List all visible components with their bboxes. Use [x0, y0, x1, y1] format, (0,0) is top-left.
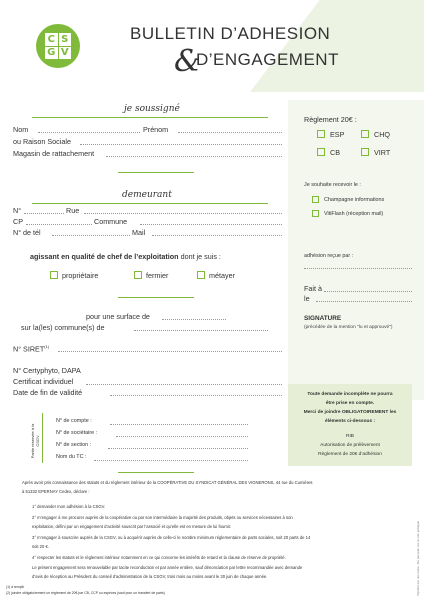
label-surface: pour une surface de — [86, 312, 150, 321]
checkbox-virt[interactable] — [361, 148, 369, 156]
checkbox-chq[interactable] — [361, 130, 369, 138]
label-champagne-informations: Champagne informations — [324, 197, 385, 203]
sidebox-line: Autorisation de prélèvement — [320, 443, 380, 448]
divider — [118, 472, 194, 473]
input-commune[interactable] — [140, 224, 282, 225]
input-prenom[interactable] — [178, 132, 282, 133]
label-date-validite: Date de fin de validité — [13, 388, 83, 397]
cooperative-section-divider — [42, 413, 43, 463]
label-chq: CHQ — [374, 130, 390, 139]
label-numero: N° — [13, 206, 22, 215]
sidebox-line: éléments ci-dessous : — [324, 419, 376, 424]
input-raison-sociale[interactable] — [80, 144, 282, 145]
checkbox-fermier[interactable] — [134, 271, 142, 279]
checkbox-proprietaire[interactable] — [50, 271, 58, 279]
adhesion-recue-label: adhésion reçue par : — [304, 253, 354, 259]
page-title-line1: BULLETIN D’ADHESION — [130, 24, 331, 43]
label-certyphyto: N° Certyphyto, DAPA — [13, 366, 81, 375]
label-le: le — [304, 294, 310, 303]
label-metayer: métayer — [209, 271, 235, 280]
label-cb: CB — [330, 148, 340, 157]
input-le[interactable] — [316, 301, 412, 302]
label-raison-sociale: ou Raison Sociale — [13, 137, 71, 146]
input-surface[interactable] — [162, 319, 226, 320]
header-background — [250, 0, 424, 92]
statement-paragraph: soit 20 €. — [32, 544, 49, 549]
label-fait-a: Fait à — [304, 284, 322, 293]
label-communes: sur la(les) commune(s) de — [21, 323, 105, 332]
statement-paragraph: 3° m’engager à souscrire auprès de la CSGV, ou à acquérir auprès de celle-ci le nombre minimum réglementaire de parts sociales, soit 20 parts de 14 — [32, 535, 311, 540]
checkbox-metayer[interactable] — [197, 271, 205, 279]
input-cp[interactable] — [26, 224, 92, 225]
label-commune: Commune — [94, 217, 128, 226]
input-adhesion-recue[interactable] — [304, 268, 412, 269]
required-documents-box — [288, 384, 412, 466]
divider — [32, 203, 268, 204]
checkbox-vitiflash[interactable] — [312, 210, 319, 217]
recevoir-title: Je souhaite recevoir le : — [304, 182, 361, 188]
logo-letter: G — [45, 47, 58, 60]
sidebox-line: RIB — [346, 434, 354, 439]
csgv-logo — [36, 24, 80, 68]
divider — [118, 172, 194, 173]
print-notice: Imprimé par nos soins - Ne pas jeter sur la voie publique — [416, 520, 420, 596]
label-cp: CP — [13, 217, 23, 226]
input-numero[interactable] — [24, 213, 64, 214]
statement-paragraph: à 51332 EPERNAY Cedex, déclare : — [22, 489, 90, 494]
sidebox-line: Règlement de 20€ d’adhésion — [318, 452, 382, 457]
input-rue[interactable] — [84, 213, 282, 214]
section-heading-demeurant: demeurant — [122, 190, 172, 200]
footnote: (2) joindre obligatoirement un règlement de 20€ par CB, CCP ou espèces (sauf pour un transfert de parts) — [6, 591, 165, 595]
sidebox-line: être prise en compte. — [325, 401, 375, 406]
label-certificat: Certificat individuel — [13, 377, 74, 386]
label-virt: VIRT — [374, 148, 391, 157]
statement-paragraph: Après avoir pris connaissance des statuts et du règlement intérieur de la COOPÉRATIVE DU SYNDICAT GÉNÉRAL DES VIGNERONS, 44 rue du Cumières — [22, 480, 313, 485]
reglement-title: Règlement 20€ : — [304, 115, 357, 124]
input-siret[interactable] — [58, 351, 282, 352]
label-esp: ESP — [330, 130, 345, 139]
statement-paragraph: 1° demander mon adhésion à la CSGV. — [32, 504, 106, 509]
divider — [118, 297, 194, 298]
statement-paragraph: 2° m’engager à me procurer auprès de la coopérative ou par son intermédiaire la majorité des produits, objets ou services nécessaires à son — [32, 515, 293, 520]
checkbox-esp[interactable] — [317, 130, 325, 138]
input-numero-compte[interactable] — [110, 424, 248, 425]
input-communes[interactable] — [134, 330, 268, 331]
logo-letter: C — [45, 33, 58, 46]
input-date-validite[interactable] — [110, 395, 282, 396]
section-heading-soussigne: je soussigné — [124, 104, 180, 114]
statement-paragraph: d’avis de réception au Président du conseil d’administration de la CSGV, trois mois au moins avant le 30 juin de chaque année. — [32, 574, 268, 579]
label-mail: Mail — [132, 228, 146, 237]
label-numero-compte: N° de compte : — [56, 418, 92, 424]
logo-letter: V — [59, 47, 72, 60]
siret-text: N° SIRET — [13, 344, 45, 354]
siret-footnote-ref: (1) — [44, 344, 50, 349]
label-rue: Rue — [66, 206, 80, 215]
qualite-statement — [30, 252, 221, 261]
label-vitiflash: VitiFlash (réception mail) — [324, 211, 384, 217]
label-nom: Nom — [13, 125, 29, 134]
qualite-prefix: agissant en qualité de chef de l’exploitation — [30, 252, 179, 261]
logo-letter: S — [59, 33, 72, 46]
sidebox-line: Merci de joindre OBLIGATOIREMENT les — [303, 410, 397, 415]
label-proprietaire: propriétaire — [62, 271, 99, 280]
signature-note: (précédée de la mention "lu et approuvé") — [304, 325, 393, 330]
footnote: (1) à remplir — [6, 585, 25, 589]
input-nom-tc[interactable] — [94, 460, 248, 461]
input-numero-section[interactable] — [108, 448, 248, 449]
divider — [32, 117, 268, 118]
page-title-line2: D’ENGAGEMENT — [196, 50, 339, 69]
label-magasin: Magasin de rattachement — [13, 149, 95, 158]
input-telephone[interactable] — [52, 235, 130, 236]
input-nom[interactable] — [38, 132, 140, 133]
label-nom-tc: Nom du TC : — [56, 454, 87, 460]
input-magasin[interactable] — [106, 156, 282, 157]
label-siret — [13, 344, 49, 353]
page-title-ampersand: & — [174, 44, 201, 79]
checkbox-cb[interactable] — [317, 148, 325, 156]
statement-paragraph: Le présent engagement sera renouvelable par tacite reconduction et par année entière, sauf dénonciation par lettre recommandée avec demande — [32, 565, 303, 570]
cooperative-section-label: Partie réservée à la CSGV — [30, 423, 40, 459]
input-numero-societaire[interactable] — [116, 436, 248, 437]
input-mail[interactable] — [152, 235, 282, 236]
label-telephone: N° de tél — [13, 228, 41, 237]
label-numero-societaire: N° de sociétaire : — [56, 430, 98, 436]
label-fermier: fermier — [146, 271, 169, 280]
statement-paragraph: 4° respecter les statuts et le règlement intérieur notamment en ce qui concerne les intérêts de retard et la clause de réserve de propriété. — [32, 555, 286, 560]
sidebar-background — [288, 100, 424, 400]
signature-title: SIGNATURE — [304, 315, 342, 322]
sidebox-line: Toute demande incomplète ne pourra — [307, 392, 393, 397]
statement-paragraph: exploitation, défini par un engagement d’activité souscrit par l’associé et qu’elle est en mesure de lui fournir. — [32, 524, 232, 529]
input-fait-a[interactable] — [324, 291, 412, 292]
label-numero-section: N° de section : — [56, 442, 92, 448]
checkbox-champagne-informations[interactable] — [312, 196, 319, 203]
input-certificat[interactable] — [86, 384, 282, 385]
qualite-suffix: dont je suis : — [178, 252, 221, 261]
label-prenom: Prénom — [143, 125, 169, 134]
